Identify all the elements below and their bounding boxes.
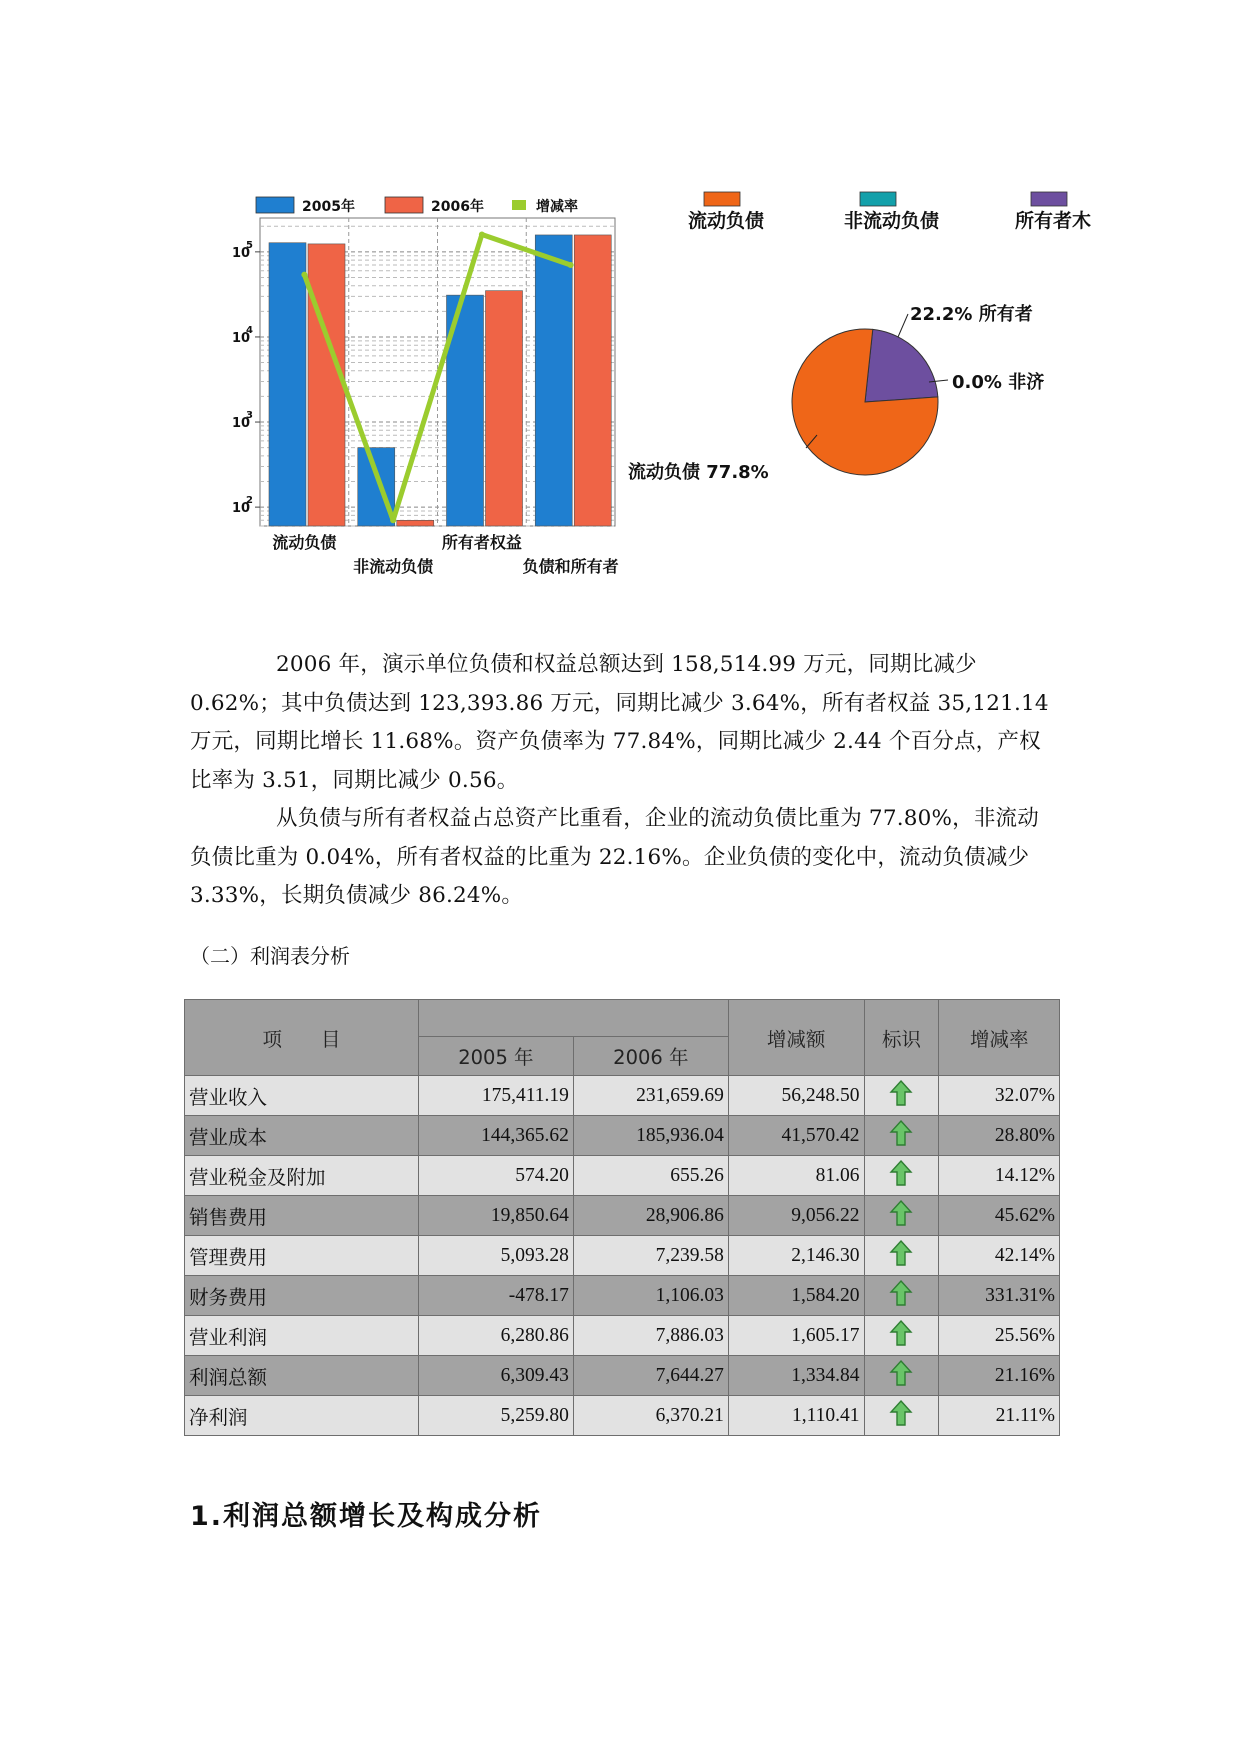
pie-slice-label: 流动负债 77.8%: [628, 462, 769, 483]
value-rate: 42.14%: [939, 1236, 1060, 1276]
bar-2005年: [535, 235, 572, 526]
paragraph-block: [190, 646, 1060, 916]
table-row: [185, 1196, 1060, 1236]
flag-cell: [864, 1076, 939, 1116]
flag-cell: [864, 1236, 939, 1276]
pie-legend-label: 所有者木: [1015, 210, 1092, 232]
bar-2005年: [269, 243, 306, 526]
up-arrow-icon: [890, 1248, 912, 1271]
value-2006: 28,906.86: [573, 1196, 728, 1236]
value-2006: 655.26: [573, 1156, 728, 1196]
bar-2006年: [397, 520, 434, 526]
header-item: 项 目: [185, 1000, 419, 1076]
value-rate: 45.62%: [939, 1196, 1060, 1236]
flag-cell: [864, 1196, 939, 1236]
value-change: 56,248.50: [728, 1076, 864, 1116]
row-name: 净利润: [185, 1396, 419, 1436]
flag-cell: [864, 1276, 939, 1316]
pie-legend-swatch: [704, 192, 740, 206]
value-rate: 21.11%: [939, 1396, 1060, 1436]
value-2006: 7,644.27: [573, 1356, 728, 1396]
flag-cell: [864, 1356, 939, 1396]
value-2005: 175,411.19: [418, 1076, 573, 1116]
up-arrow-icon: [890, 1368, 912, 1391]
legend-label: 2005年: [302, 199, 355, 215]
y-tick-label: 10: [232, 245, 251, 261]
value-change: 41,570.42: [728, 1116, 864, 1156]
up-arrow-icon: [890, 1208, 912, 1231]
table-row: [185, 1396, 1060, 1436]
paragraph-1: 2006 年，演示单位负债和权益总额达到 158,514.99 万元，同期比减少 0.62%；其中负债达到 123,393.86 万元，同期比减少 3.64%，所有者权益 35,121.14 万元，同期比增长 11.68%。资产负债率为 77.84%，同期比减少 2.44 个百分点，产权比率为 3.51，同期比减少 0.56。: [190, 652, 1049, 793]
section-heading: 1.利润总额增长及构成分析: [190, 1501, 543, 1532]
section-title: （二）利润表分析: [190, 944, 350, 968]
pie-slice-label: 0.0% 非济: [952, 372, 1045, 393]
up-arrow-icon: [890, 1408, 912, 1431]
value-2006: 231,659.69: [573, 1076, 728, 1116]
legend-label: 2006年: [431, 199, 484, 215]
charts-svg: [210, 190, 1092, 590]
flag-cell: [864, 1116, 939, 1156]
pie-legend-swatch: [1031, 192, 1067, 206]
line-point: [479, 231, 485, 237]
value-2005: 19,850.64: [418, 1196, 573, 1236]
header-years: [418, 1000, 728, 1037]
value-change: 81.06: [728, 1156, 864, 1196]
value-2005: 5,093.28: [418, 1236, 573, 1276]
x-tick-label: 所有者权益: [441, 533, 522, 552]
value-2005: -478.17: [418, 1276, 573, 1316]
x-tick-label: 流动负债: [272, 533, 337, 552]
y-tick-exponent: 4: [246, 324, 253, 336]
y-tick-label: 10: [232, 330, 251, 346]
table-body: [185, 1076, 1060, 1436]
header-2006: 2006 年: [573, 1037, 728, 1076]
table-row: [185, 1156, 1060, 1196]
value-2005: 144,365.62: [418, 1116, 573, 1156]
table-row: [185, 1076, 1060, 1116]
line-point: [301, 272, 307, 278]
up-arrow-icon: [890, 1168, 912, 1191]
header-flag: 标识: [864, 1000, 939, 1076]
value-rate: 28.80%: [939, 1116, 1060, 1156]
row-name: 利润总额: [185, 1356, 419, 1396]
y-tick-exponent: 5: [246, 239, 253, 251]
bar-2006年: [574, 235, 611, 526]
flag-cell: [864, 1316, 939, 1356]
row-name: 营业成本: [185, 1116, 419, 1156]
legend-swatch: [256, 197, 294, 213]
x-tick-label: 非流动负债: [353, 557, 434, 576]
value-2005: 6,309.43: [418, 1356, 573, 1396]
pie-slice-2: [865, 329, 938, 402]
value-2005: 574.20: [418, 1156, 573, 1196]
row-name: 管理费用: [185, 1236, 419, 1276]
row-name: 财务费用: [185, 1276, 419, 1316]
table-row: [185, 1276, 1060, 1316]
row-name: 销售费用: [185, 1196, 419, 1236]
header-2005: 2005 年: [418, 1037, 573, 1076]
value-2006: 6,370.21: [573, 1396, 728, 1436]
legend-label: 增减率: [536, 199, 578, 215]
table-row: [185, 1356, 1060, 1396]
flag-cell: [864, 1396, 939, 1436]
value-change: 1,584.20: [728, 1276, 864, 1316]
pie-legend-label: 非流动负债: [844, 210, 940, 232]
up-arrow-icon: [890, 1328, 912, 1351]
y-tick-label: 10: [232, 416, 251, 432]
line-point: [568, 262, 574, 268]
row-name: 营业税金及附加: [185, 1156, 419, 1196]
value-change: 9,056.22: [728, 1196, 864, 1236]
header-change: 增减额: [728, 1000, 864, 1076]
up-arrow-icon: [890, 1088, 912, 1111]
value-2005: 5,259.80: [418, 1396, 573, 1436]
row-name: 营业利润: [185, 1316, 419, 1356]
up-arrow-icon: [890, 1288, 912, 1311]
row-name: 营业收入: [185, 1076, 419, 1116]
x-tick-label: 负债和所有者: [522, 557, 619, 576]
value-rate: 25.56%: [939, 1316, 1060, 1356]
table-row: [185, 1236, 1060, 1276]
value-change: 2,146.30: [728, 1236, 864, 1276]
charts-area: [210, 190, 1092, 590]
pie-slice-label: 22.2% 所有者: [910, 304, 1033, 325]
table-row: [185, 1116, 1060, 1156]
paragraph-2: 从负债与所有者权益占总资产比重看，企业的流动负债比重为 77.80%，非流动负债比重为 0.04%，所有者权益的比重为 22.16%。企业负债的变化中，流动负债减少 3.33%，长期负债减少 86.24%。: [190, 806, 1039, 908]
up-arrow-icon: [890, 1128, 912, 1151]
leader-line: [898, 314, 908, 337]
value-2006: 7,239.58: [573, 1236, 728, 1276]
y-tick-label: 10: [232, 501, 251, 517]
value-2006: 1,106.03: [573, 1276, 728, 1316]
legend-swatch: [385, 197, 423, 213]
flag-cell: [864, 1156, 939, 1196]
table-row: [185, 1316, 1060, 1356]
pie-legend-label: 流动负债: [688, 210, 765, 232]
value-2006: 7,886.03: [573, 1316, 728, 1356]
value-change: 1,605.17: [728, 1316, 864, 1356]
value-2005: 6,280.86: [418, 1316, 573, 1356]
value-rate: 14.12%: [939, 1156, 1060, 1196]
value-rate: 21.16%: [939, 1356, 1060, 1396]
value-rate: 32.07%: [939, 1076, 1060, 1116]
y-tick-exponent: 3: [246, 410, 253, 422]
line-point: [390, 517, 396, 523]
bar-2006年: [486, 291, 523, 526]
value-2006: 185,936.04: [573, 1116, 728, 1156]
value-change: 1,334.84: [728, 1356, 864, 1396]
profit-table: [184, 999, 1060, 1436]
y-tick-exponent: 2: [246, 495, 253, 507]
pie-legend-swatch: [860, 192, 896, 206]
value-change: 1,110.41: [728, 1396, 864, 1436]
header-rate: 增减率: [939, 1000, 1060, 1076]
value-rate: 331.31%: [939, 1276, 1060, 1316]
bar-2006年: [308, 244, 345, 526]
